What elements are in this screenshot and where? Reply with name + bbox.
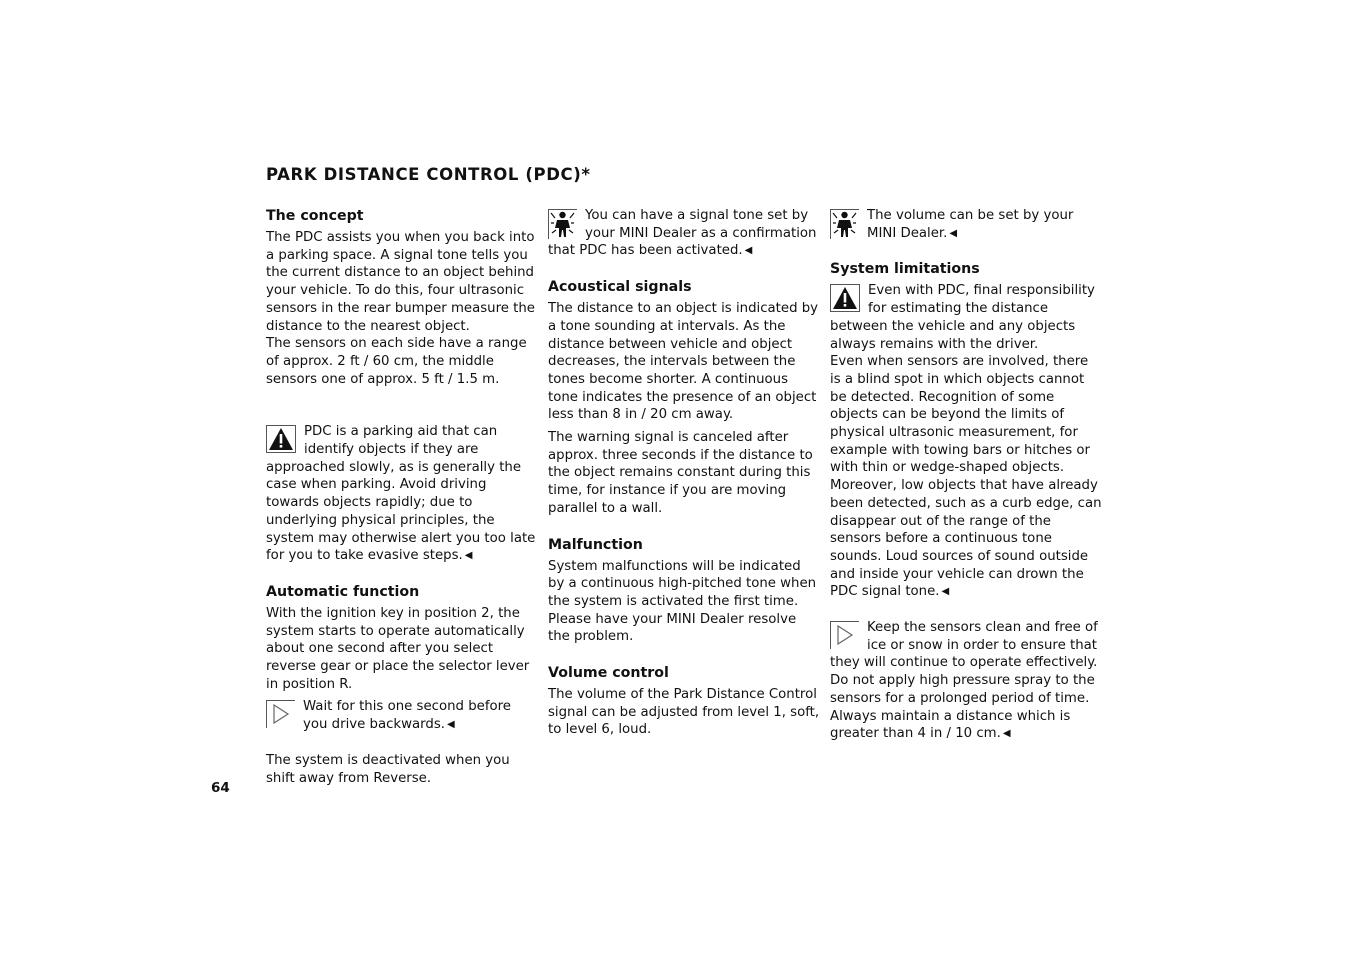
dealer-text: The volume can be set by your MINI Dealer. ◀: [867, 208, 1074, 241]
page-title: PARK DISTANCE CONTROL (PDC)*: [266, 165, 591, 184]
automatic-paragraph-1: With the ignition key in position 2, the system starts to operate automatically about one second after you select reverse gear or place the selector lever in position R.: [266, 605, 530, 692]
malfunction-paragraph: System malfunctions will be indicated by a continuous high-pitched tone when the system is activated the first time. Please have your MINI Dealer resolve the problem.: [548, 558, 817, 645]
warning-text: PDC is a parking aid that can identify objects if they are approached slowly, as is generally the case when parking. Avoid driving towards objects rapidly; due to underlying physical principles, the system may otherwise alert you too late for you to take evasive steps. ◀: [266, 424, 536, 564]
note-arrow-icon: [266, 700, 295, 728]
end-marker: ◀: [1002, 728, 1011, 740]
note-2: [830, 619, 1102, 672]
concept-paragraph-1: The PDC assists you when you back into a parking space. A signal tone tells you the current distance to an object behind your vehicle. To do this, four ultrasonic sensors in the rear bumper measure the distance to the nearest object.: [266, 230, 535, 334]
warning-icon: [830, 284, 860, 312]
end-marker: ◀: [949, 227, 958, 239]
end-marker: ◀: [464, 550, 473, 562]
malfunction-heading: Malfunction: [548, 536, 643, 553]
warning-text: Even with PDC, final responsibility for estimating the distance between the vehicle and any objects always remains with the driver.: [830, 283, 1095, 352]
dealer-note-1: [548, 207, 820, 260]
warning-note-1: [266, 423, 538, 565]
concept-paragraph-2: The sensors on each side have a range of approx. 2 ft / 60 cm, the middle sensors one of approx. 5 ft / 1.5 m.: [266, 336, 527, 387]
note-text: Wait for this one second before you drive backwards. ◀: [303, 699, 511, 733]
mechanic-icon: [548, 209, 577, 239]
end-marker: ◀: [744, 245, 753, 257]
automatic-paragraph-2: The system is deactivated when you shift away from Reverse.: [266, 752, 510, 786]
volume-paragraph: The volume of the Park Distance Control signal can be adjusted from level 1, soft, to level 6, loud.: [548, 687, 820, 738]
automatic-function-heading: Automatic function: [266, 583, 420, 600]
concept-heading: The concept: [266, 208, 364, 224]
page-number: 64: [211, 780, 230, 796]
dealer-text: You can have a signal tone set by your MINI Dealer as a confirmation that PDC has been activated. ◀: [548, 208, 817, 259]
warning-note-2: [830, 282, 1102, 353]
limitations-paragraph: Even when sensors are involved, there is a blind spot in which objects cannot be detected. Recognition of some objects can be beyond the limits of physical ultrasonic measurement, for example with towing bars or hitches or with thin or wedge-shaped objects. Moreover, low objects that have already been detected, such as a curb edge, can disappear out of the range of the sensors before a continuous tone sounds. Loud sources of sound outside and inside your vehicle can drown the PDC signal tone. ◀: [830, 354, 1102, 600]
end-marker: ◀: [941, 586, 950, 598]
note-1: [266, 698, 538, 733]
system-limitations-heading: System limitations: [830, 261, 980, 278]
warning-icon: [266, 425, 296, 453]
end-marker: ◀: [447, 719, 455, 731]
column-2: [548, 207, 820, 739]
column-1: [266, 207, 538, 787]
volume-control-heading: Volume control: [548, 665, 669, 682]
dealer-note-2: [830, 207, 1102, 242]
note-text-1: Keep the sensors clean and free of ice or snow in order to ensure that they will continue to operate effectively.: [830, 620, 1098, 671]
column-3: [830, 207, 1102, 743]
acoustic-paragraph-1: The distance to an object is indicated by a tone sounding at intervals. As the distance between vehicle and object decreases, the intervals between the tones become shorter. A continuous tone indicates the presence of an object less than 8 in / 20 cm away.: [548, 301, 819, 423]
acoustical-signals-heading: Acoustical signals: [548, 279, 692, 296]
note-arrow-icon: [830, 621, 859, 649]
acoustic-paragraph-2: The warning signal is canceled after approx. three seconds if the distance to the object remains constant during this time, for instance if you are moving parallel to a wall.: [548, 430, 813, 516]
note-text-2: Do not apply high pressure spray to the sensors for a prolonged period of time. Always maintain a distance which is greater than 4 in / 10 cm. ◀: [830, 673, 1095, 742]
mechanic-icon: [830, 209, 859, 239]
